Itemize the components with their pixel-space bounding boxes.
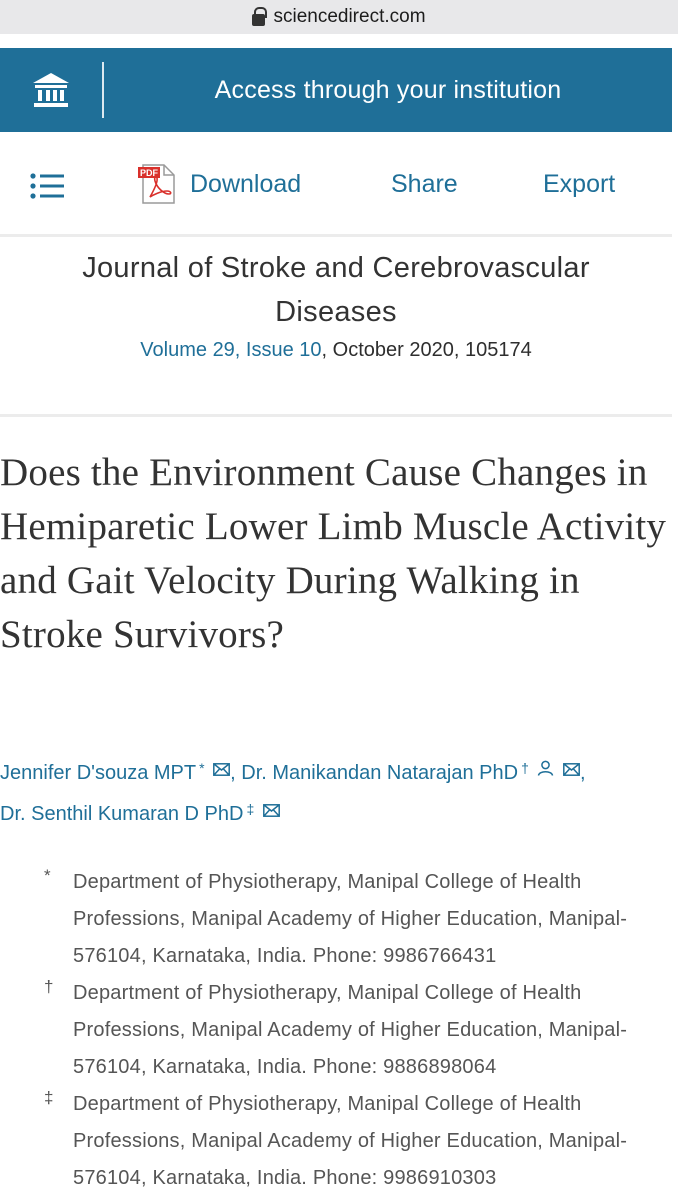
person-icon[interactable]: [537, 752, 554, 788]
divider-journal: [0, 414, 672, 417]
author-list: [0, 750, 672, 832]
pdf-icon: [138, 164, 176, 204]
mail-icon[interactable]: [213, 752, 230, 788]
author-mark: †: [521, 760, 529, 776]
export-button[interactable]: Export: [543, 170, 616, 198]
divider-top: [0, 234, 672, 237]
affiliation-mark: *: [44, 866, 51, 885]
affiliation-text: Department of Physiotherapy, Manipal College of Health Professions, Manipal Academy of Higher Education, Manipal-576104, Karnataka, India. Phone: 9886898064: [73, 982, 628, 1078]
journal-meta: [0, 339, 672, 362]
affiliation-mark: ‡: [44, 1088, 54, 1107]
outline-list-icon[interactable]: [30, 172, 66, 200]
affiliation-item: [0, 864, 672, 975]
institution-access-banner[interactable]: [0, 48, 672, 132]
article-title: Does the Environment Cause Changes in Hemiparetic Lower Limb Muscle Activity and Gait Velocity During Walking in Stroke Survivors?: [0, 451, 667, 656]
affiliation-list: [0, 864, 672, 1197]
affiliation-text: Department of Physiotherapy, Manipal College of Health Professions, Manipal Academy of Higher Education, Manipal-576104, Karnataka, India. Phone: 9986910303: [73, 1093, 628, 1189]
pdf-icon-label: PDF: [140, 168, 158, 178]
lock-icon: [252, 14, 265, 26]
article-toolbar: [0, 150, 678, 220]
author-name[interactable]: Jennifer D'souza MPT: [0, 762, 197, 784]
affiliation-item: [0, 975, 672, 1086]
access-institution-label: Access through your institution: [214, 75, 562, 104]
share-button[interactable]: Share: [391, 170, 458, 198]
affiliation-item: [0, 1086, 672, 1197]
mail-icon[interactable]: [563, 752, 580, 788]
browser-url-bar[interactable]: [0, 0, 678, 34]
affiliation-text: Department of Physiotherapy, Manipal College of Health Professions, Manipal Academy of Higher Education, Manipal-576104, Karnataka, India. Phone: 9986766431: [73, 871, 628, 967]
author-separator: ,: [230, 762, 236, 784]
institution-icon: [0, 48, 102, 132]
mail-icon[interactable]: [263, 793, 280, 829]
author-name[interactable]: Dr. Senthil Kumaran D PhD: [0, 803, 244, 825]
url-text: sciencedirect.com: [273, 6, 426, 27]
volume-issue-link[interactable]: Volume 29, Issue 10: [140, 339, 322, 361]
author-mark: *: [199, 760, 205, 776]
author-separator: ,: [580, 762, 586, 784]
download-button[interactable]: [138, 164, 301, 204]
download-label: Download: [190, 169, 302, 198]
author-mark: ‡: [246, 801, 255, 817]
date-article-number: , October 2020, 105174: [321, 339, 532, 361]
affiliation-mark: †: [44, 977, 54, 996]
author-name[interactable]: Dr. Manikandan Natarajan PhD: [241, 762, 519, 784]
journal-title[interactable]: Journal of Stroke and Cerebrovascular Diseases: [82, 252, 590, 328]
